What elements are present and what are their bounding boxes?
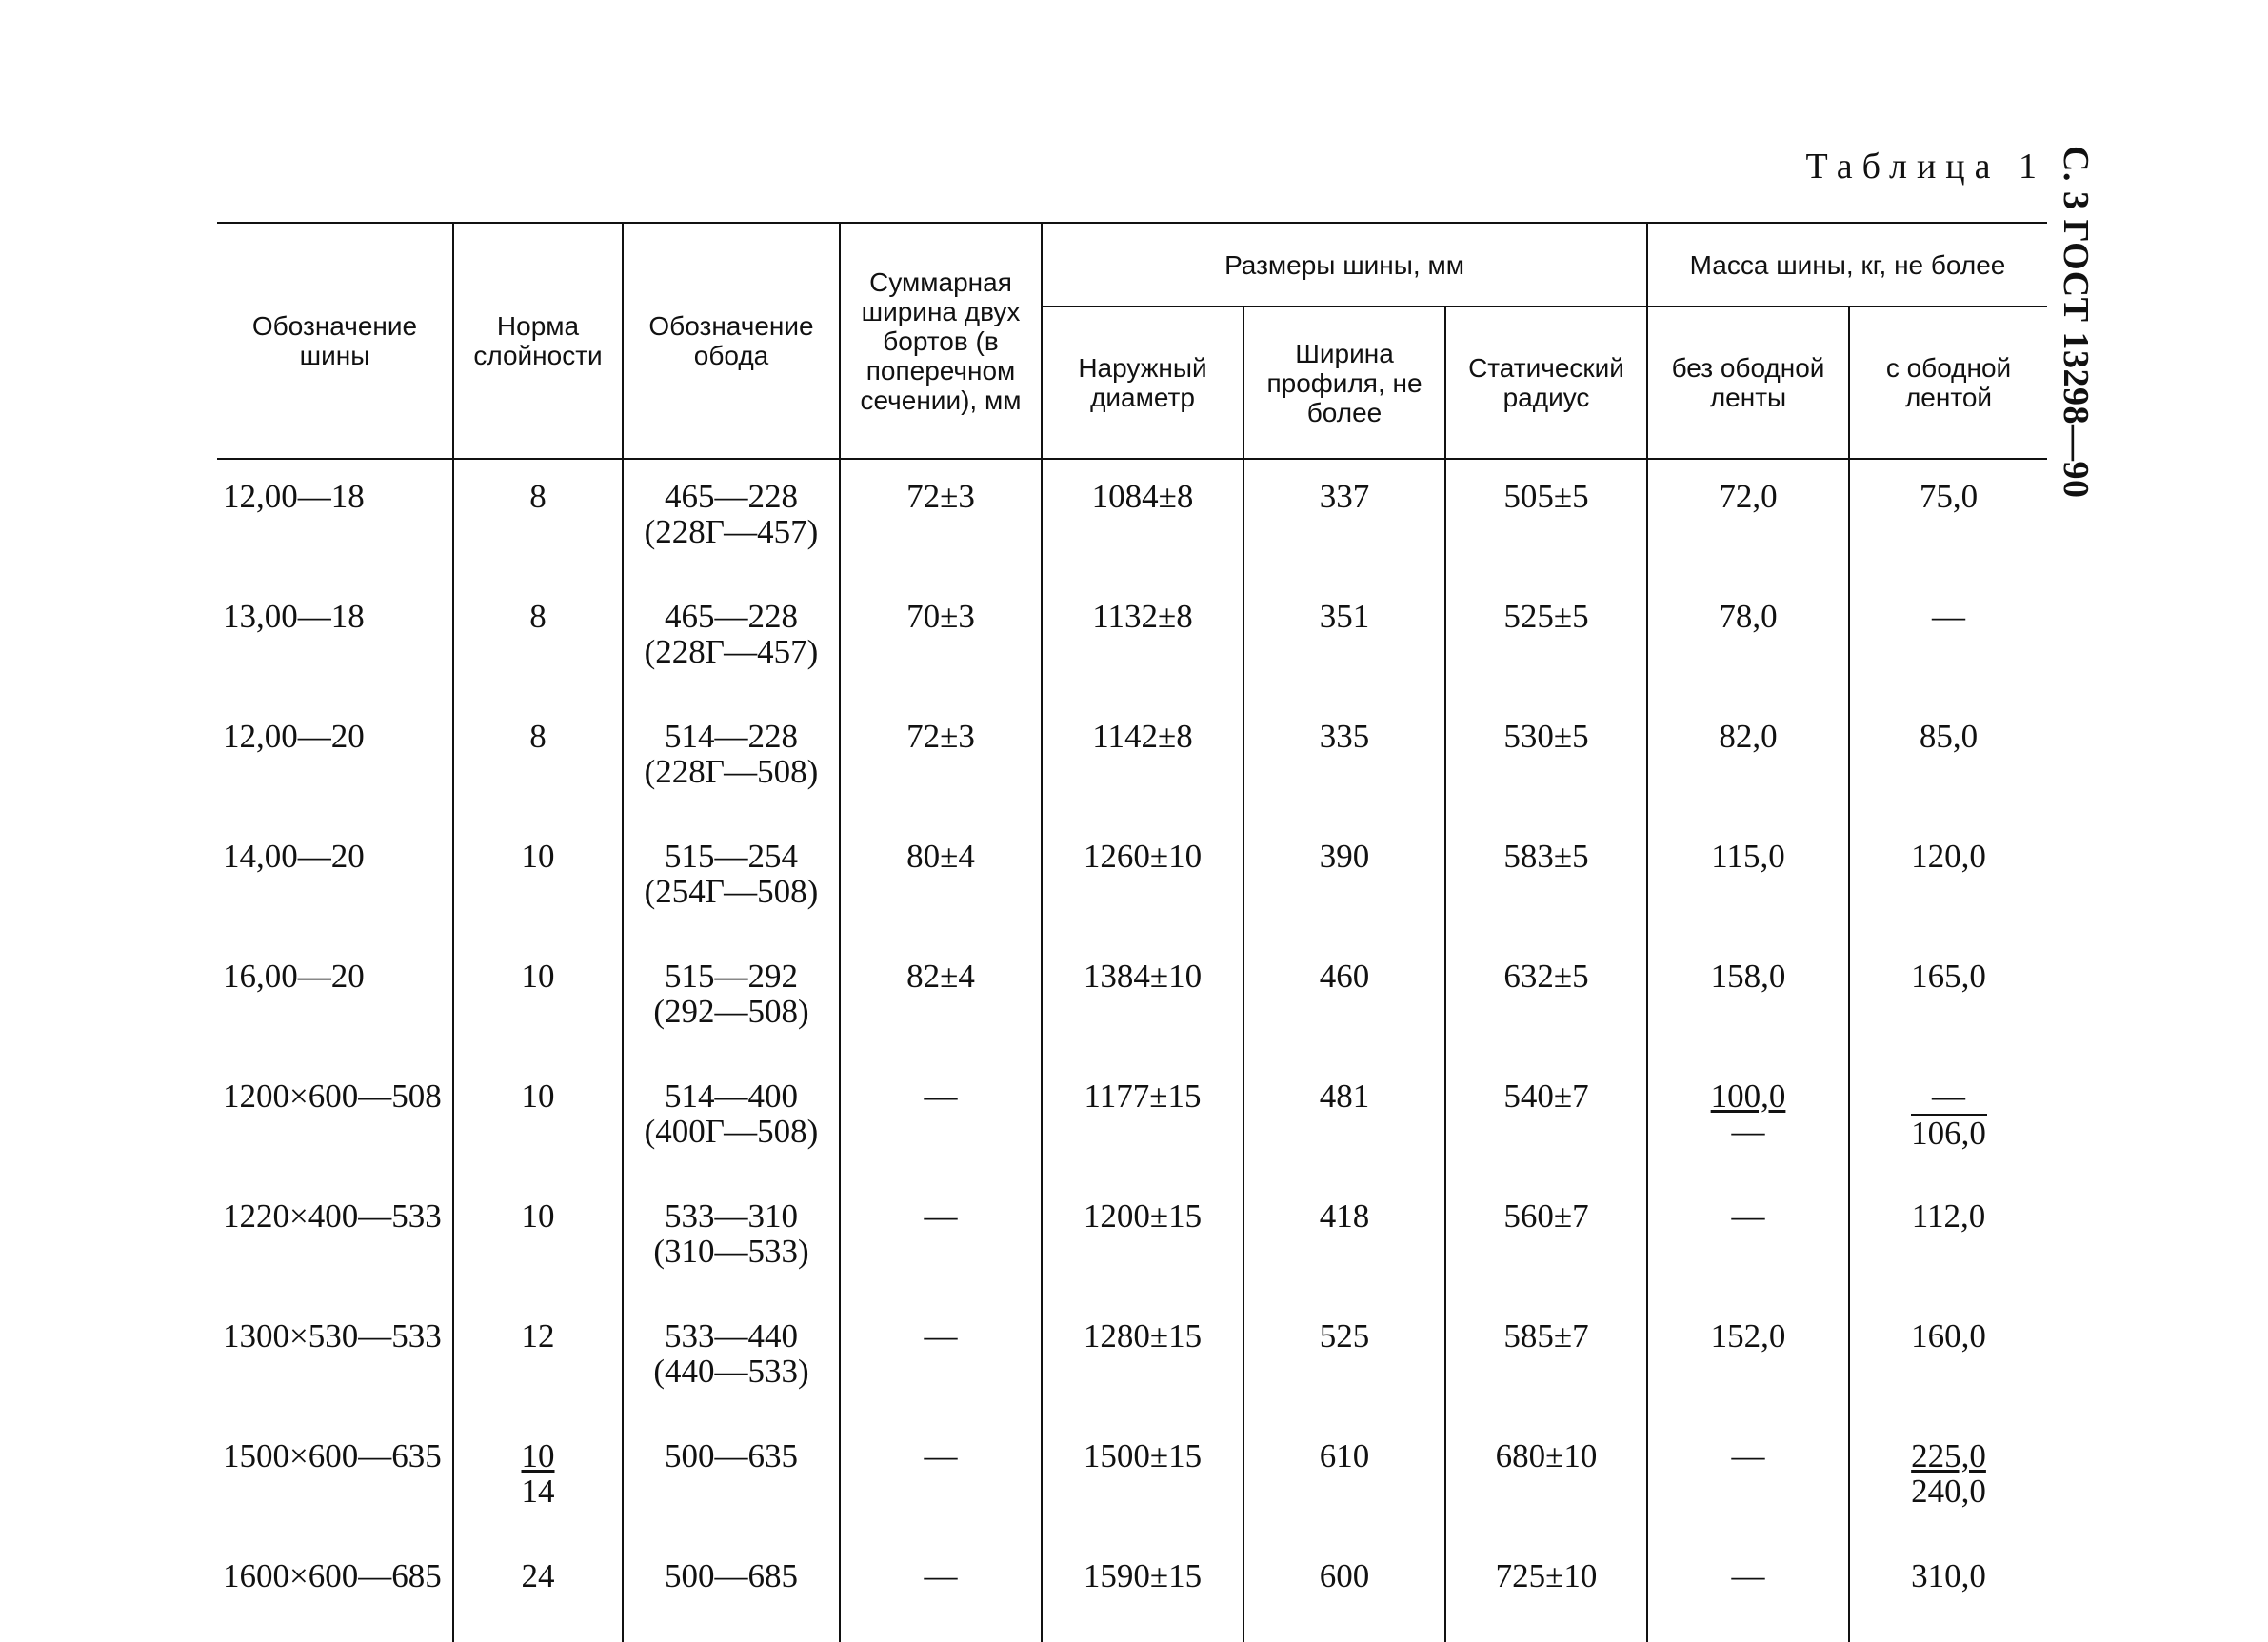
- mass-without-bottom: —: [1731, 1113, 1765, 1150]
- cell-mass-with: [1849, 1060, 2047, 1180]
- cell-mass-with: 112,0: [1849, 1180, 2047, 1300]
- cell-width: 525: [1243, 1300, 1445, 1420]
- cell-width: 600: [1243, 1540, 1445, 1642]
- cell-diameter: 1084±8: [1042, 459, 1243, 581]
- table-row: [217, 459, 2047, 581]
- rim-alt: (228Г—508): [644, 753, 819, 790]
- rim-alt: (292—508): [653, 993, 809, 1030]
- table-caption: Таблица 1: [1805, 147, 2046, 187]
- cell-ply: 8: [453, 701, 623, 821]
- rim-alt: (228Г—457): [644, 633, 819, 670]
- cell-mass-without: —: [1647, 1540, 1849, 1642]
- rim-alt: (310—533): [653, 1233, 809, 1270]
- table-row: [217, 1540, 2047, 1642]
- cell-radius: 560±7: [1445, 1180, 1647, 1300]
- cell-mass-without: —: [1647, 1180, 1849, 1300]
- header-mass-without-flap: без ободной ленты: [1647, 307, 1849, 459]
- cell-bead: —: [840, 1060, 1042, 1180]
- table-row: [217, 1180, 2047, 1300]
- header-rim-designation: Обозначение обода: [623, 223, 840, 459]
- cell-mass-without: [1647, 1060, 1849, 1180]
- header-tire-dimensions: Размеры шины, мм: [1042, 223, 1647, 307]
- cell-tire: 13,00—18: [223, 598, 365, 635]
- table-row: [217, 701, 2047, 821]
- cell-rim: [623, 1180, 840, 1300]
- cell-tire: 12,00—18: [223, 478, 365, 515]
- cell-diameter: 1177±15: [1042, 1060, 1243, 1180]
- cell-rim: [623, 581, 840, 701]
- cell-tire: 1300×530—533: [223, 1317, 442, 1355]
- cell-diameter: 1142±8: [1042, 701, 1243, 821]
- cell-rim: 500—635: [623, 1420, 840, 1540]
- rim-main: 514—228: [665, 718, 798, 755]
- table-header: [217, 223, 2047, 459]
- cell-bead: 82±4: [840, 940, 1042, 1060]
- cell-radius: 505±5: [1445, 459, 1647, 581]
- cell-diameter: 1132±8: [1042, 581, 1243, 701]
- cell-ply: 10: [453, 940, 623, 1060]
- tire-specifications-table: [217, 222, 2047, 1642]
- rim-main: 515—292: [665, 958, 798, 995]
- cell-mass-without: 82,0: [1647, 701, 1849, 821]
- cell-tire: 16,00—20: [223, 958, 365, 995]
- table-row: [217, 821, 2047, 940]
- cell-ply: 8: [453, 459, 623, 581]
- cell-mass-with: 310,0: [1849, 1540, 2047, 1642]
- rim-alt: (440—533): [653, 1353, 809, 1390]
- cell-width: 610: [1243, 1420, 1445, 1540]
- ply-top: 10: [521, 1437, 555, 1474]
- cell-ply: [453, 1420, 623, 1540]
- cell-mass-with: 160,0: [1849, 1300, 2047, 1420]
- cell-diameter: 1260±10: [1042, 821, 1243, 940]
- cell-mass-with: 75,0: [1849, 459, 2047, 581]
- rim-alt: (400Г—508): [644, 1113, 819, 1150]
- header-outer-diameter: Наружный диаметр: [1042, 307, 1243, 459]
- cell-mass-without: 72,0: [1647, 459, 1849, 581]
- cell-width: 351: [1243, 581, 1445, 701]
- cell-radius: 725±10: [1445, 1540, 1647, 1642]
- header-section-width: Ширина профиля, не более: [1243, 307, 1445, 459]
- rim-alt: (254Г—508): [644, 873, 819, 910]
- cell-radius: 530±5: [1445, 701, 1647, 821]
- cell-bead: —: [840, 1300, 1042, 1420]
- mass-with-top: —: [1911, 1079, 1987, 1116]
- cell-bead: —: [840, 1420, 1042, 1540]
- header-bead-width: Суммарная ширина двух бортов (в поперечном сечении), мм: [840, 223, 1042, 459]
- cell-rim: [623, 940, 840, 1060]
- header-tire-mass: Масса шины, кг, не более: [1647, 223, 2047, 307]
- header-tire-designation: Обозначение шины: [217, 223, 453, 459]
- cell-bead: 80±4: [840, 821, 1042, 940]
- cell-tire: 1220×400—533: [223, 1197, 442, 1235]
- table-row: [217, 1420, 2047, 1540]
- header-mass-with-flap: с ободной лентой: [1849, 307, 2047, 459]
- cell-ply: 10: [453, 821, 623, 940]
- cell-ply: 12: [453, 1300, 623, 1420]
- running-header: С. 3 ГОСТ 13298—90: [2056, 146, 2096, 499]
- cell-width: 418: [1243, 1180, 1445, 1300]
- cell-ply: 10: [453, 1060, 623, 1180]
- cell-rim: [623, 821, 840, 940]
- rim-alt: (228Г—457): [644, 513, 819, 550]
- rim-main: 465—228: [665, 478, 798, 515]
- cell-rim: [623, 701, 840, 821]
- cell-radius: 583±5: [1445, 821, 1647, 940]
- cell-ply: 24: [453, 1540, 623, 1642]
- cell-mass-without: 152,0: [1647, 1300, 1849, 1420]
- cell-width: 390: [1243, 821, 1445, 940]
- cell-ply: 8: [453, 581, 623, 701]
- rim-main: 465—228: [665, 598, 798, 635]
- mass-with-top: 225,0: [1911, 1437, 1986, 1474]
- cell-bead: —: [840, 1180, 1042, 1300]
- cell-tire: 1500×600—635: [223, 1437, 442, 1474]
- cell-diameter: 1200±15: [1042, 1180, 1243, 1300]
- cell-rim: [623, 459, 840, 581]
- rim-main: 533—310: [665, 1197, 798, 1235]
- cell-mass-with: 165,0: [1849, 940, 2047, 1060]
- cell-mass-with: —: [1849, 581, 2047, 701]
- cell-bead: —: [840, 1540, 1042, 1642]
- cell-radius: 585±7: [1445, 1300, 1647, 1420]
- cell-tire: 1600×600—685: [223, 1557, 442, 1594]
- table-row: [217, 1060, 2047, 1180]
- rim-main: 515—254: [665, 838, 798, 875]
- cell-diameter: 1280±15: [1042, 1300, 1243, 1420]
- cell-bead: 72±3: [840, 701, 1042, 821]
- cell-rim: 500—685: [623, 1540, 840, 1642]
- header-ply-rating: Норма слойности: [453, 223, 623, 459]
- cell-radius: 525±5: [1445, 581, 1647, 701]
- rim-main: 533—440: [665, 1317, 798, 1355]
- cell-rim: [623, 1060, 840, 1180]
- cell-bead: 70±3: [840, 581, 1042, 701]
- cell-radius: 540±7: [1445, 1060, 1647, 1180]
- table-body: [217, 459, 2047, 1642]
- cell-tire: 1200×600—508: [223, 1078, 442, 1115]
- cell-bead: 72±3: [840, 459, 1042, 581]
- ply-bottom: 14: [521, 1473, 555, 1510]
- cell-ply: 10: [453, 1180, 623, 1300]
- cell-radius: 680±10: [1445, 1420, 1647, 1540]
- cell-mass-with: 120,0: [1849, 821, 2047, 940]
- cell-width: 335: [1243, 701, 1445, 821]
- cell-mass-without: 115,0: [1647, 821, 1849, 940]
- cell-mass-with: 85,0: [1849, 701, 2047, 821]
- cell-mass-without: 158,0: [1647, 940, 1849, 1060]
- mass-with-bottom: 106,0: [1911, 1115, 1986, 1152]
- cell-width: 337: [1243, 459, 1445, 581]
- rim-main: 514—400: [665, 1078, 798, 1115]
- header-static-radius: Статический радиус: [1445, 307, 1647, 459]
- mass-without-top: 100,0: [1710, 1078, 1786, 1115]
- table-row: [217, 940, 2047, 1060]
- cell-mass-without: —: [1647, 1420, 1849, 1540]
- cell-mass-without: 78,0: [1647, 581, 1849, 701]
- table-row: [217, 581, 2047, 701]
- cell-width: 460: [1243, 940, 1445, 1060]
- table-row: [217, 1300, 2047, 1420]
- cell-mass-with: [1849, 1420, 2047, 1540]
- mass-with-bottom: 240,0: [1911, 1473, 1986, 1510]
- cell-diameter: 1384±10: [1042, 940, 1243, 1060]
- cell-radius: 632±5: [1445, 940, 1647, 1060]
- cell-diameter: 1500±15: [1042, 1420, 1243, 1540]
- cell-rim: [623, 1300, 840, 1420]
- cell-tire: 14,00—20: [223, 838, 365, 875]
- cell-diameter: 1590±15: [1042, 1540, 1243, 1642]
- cell-width: 481: [1243, 1060, 1445, 1180]
- cell-tire: 12,00—20: [223, 718, 365, 755]
